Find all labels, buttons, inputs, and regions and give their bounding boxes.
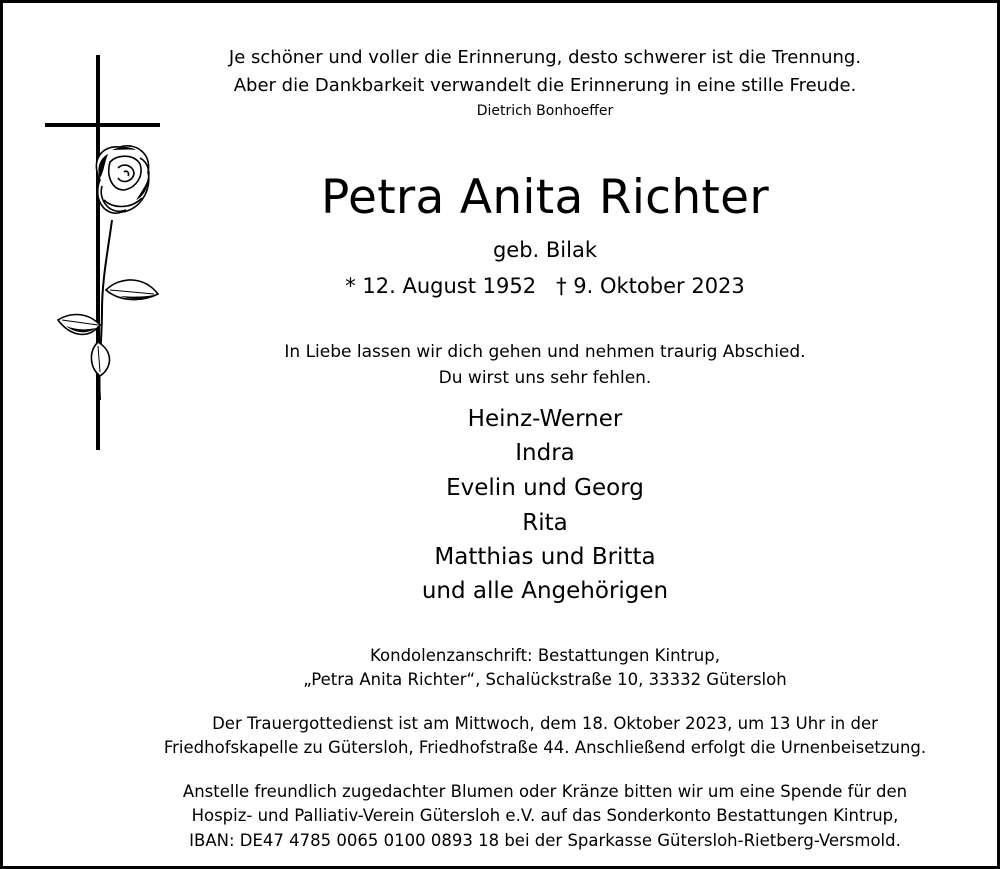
family-member: Heinz-Werner xyxy=(467,406,623,432)
family-member: Indra xyxy=(515,440,575,466)
death-date: † 9. Oktober 2023 xyxy=(556,274,745,298)
condolence-line-2: „Petra Anita Richter“, Schalückstraße 10, 33332 Gütersloh xyxy=(303,670,787,689)
quote-line-1: Je schöner und voller die Erinnerung, desto schwerer ist die Trennung. xyxy=(228,47,862,68)
condolence-line-1: Kondolenzanschrift: Bestattungen Kintrup, xyxy=(370,646,720,665)
service-line-2: Friedhofskapelle zu Gütersloh, Friedhofstraße 44. Anschließend erfolgt die Urnenbeisetzung. xyxy=(163,738,927,757)
quote-line-2: Aber die Dankbarkeit verwandelt die Erinnerung in eine stille Freude. xyxy=(233,75,857,96)
deceased-name: Petra Anita Richter xyxy=(321,170,769,225)
family-member: und alle Angehörigen xyxy=(421,578,669,604)
farewell-line-1: In Liebe lassen wir dich gehen und nehmen traurig Abschied. xyxy=(284,342,806,362)
donation-line-1: Anstelle freundlich zugedachter Blumen oder Kränze bitten wir um eine Spende für den xyxy=(182,782,908,801)
donation-line-2: Hospiz- und Palliativ-Verein Gütersloh e.V. auf das Sonderkonto Bestattungen Kintrup, xyxy=(191,806,899,825)
service-line-1: Der Trauergottedienst ist am Mittwoch, dem 18. Oktober 2023, um 13 Uhr in der xyxy=(212,714,878,733)
quote-author: Dietrich Bonhoeffer xyxy=(476,103,614,119)
birth-date: * 12. August 1952 xyxy=(345,274,537,298)
farewell-line-2: Du wirst uns sehr fehlen. xyxy=(438,368,652,388)
donation-line-3: IBAN: DE47 4785 0065 0100 0893 18 bei der Sparkasse Gütersloh-Rietberg-Versmold. xyxy=(189,831,901,850)
family-member: Matthias und Britta xyxy=(434,544,656,570)
maiden-name: geb. Bilak xyxy=(492,238,598,262)
life-dates xyxy=(120,274,970,298)
family-member: Rita xyxy=(522,510,568,536)
family-member: Evelin und Georg xyxy=(446,475,644,501)
